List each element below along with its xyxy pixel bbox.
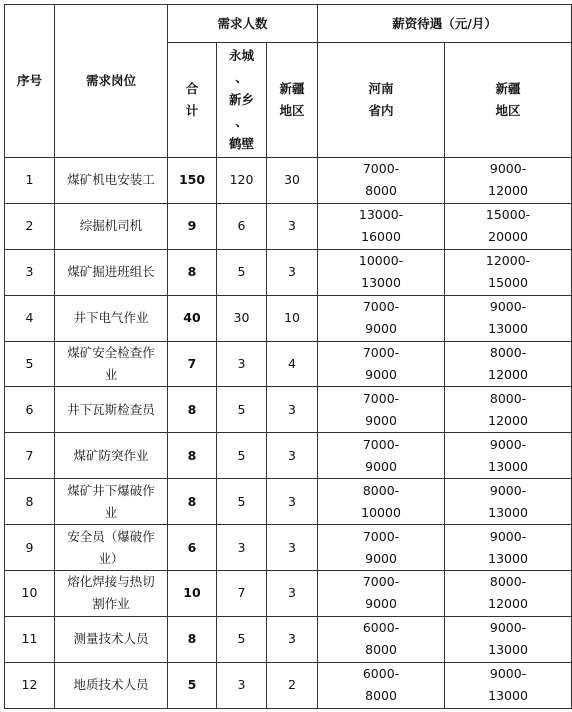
- cell-yongcheng-xinxiang-hebi: 5: [217, 479, 267, 525]
- table-row: [5, 158, 572, 204]
- cell-position: 地质技术人员: [55, 662, 168, 708]
- cell-xinjiang-salary: 9000- 13000: [445, 616, 572, 662]
- cell-xinjiang-demand: 3: [267, 616, 318, 662]
- cell-xinjiang-salary: 8000- 12000: [445, 571, 572, 617]
- cell-position: 煤矿机电安装工: [55, 158, 168, 204]
- cell-seq: 5: [5, 341, 55, 387]
- cell-xinjiang-demand: 3: [267, 203, 318, 249]
- cell-henan-salary: 7000- 9000: [318, 571, 445, 617]
- cell-position: 煤矿安全检查作 业: [55, 341, 168, 387]
- cell-henan-salary: 7000- 9000: [318, 295, 445, 341]
- cell-xinjiang-demand: 10: [267, 295, 318, 341]
- table-row: [5, 203, 572, 249]
- table-body: [5, 158, 572, 709]
- table-row: [5, 525, 572, 571]
- cell-seq: 3: [5, 249, 55, 295]
- table-row: [5, 341, 572, 387]
- cell-position: 安全员（爆破作 业）: [55, 525, 168, 571]
- cell-xinjiang-demand: 3: [267, 433, 318, 479]
- cell-xinjiang-salary: 9000- 13000: [445, 525, 572, 571]
- cell-xinjiang-salary: 9000- 13000: [445, 433, 572, 479]
- cell-henan-salary: 8000- 10000: [318, 479, 445, 525]
- cell-seq: 9: [5, 525, 55, 571]
- cell-seq: 4: [5, 295, 55, 341]
- cell-seq: 11: [5, 616, 55, 662]
- cell-henan-salary: 7000- 9000: [318, 341, 445, 387]
- cell-seq: 12: [5, 662, 55, 708]
- header-yongcheng-xinxiang-hebi: 永城 、 新乡 、 鹤壁: [217, 43, 267, 158]
- cell-position: 测量技术人员: [55, 616, 168, 662]
- cell-position: 煤矿掘进班组长: [55, 249, 168, 295]
- cell-henan-salary: 10000- 13000: [318, 249, 445, 295]
- table-row: [5, 616, 572, 662]
- cell-xinjiang-demand: 4: [267, 341, 318, 387]
- cell-position: 井下瓦斯检查员: [55, 387, 168, 433]
- cell-position: 熔化焊接与热切 割作业: [55, 571, 168, 617]
- table-row: [5, 571, 572, 617]
- cell-position: 煤矿井下爆破作 业: [55, 479, 168, 525]
- cell-henan-salary: 6000- 8000: [318, 662, 445, 708]
- cell-yongcheng-xinxiang-hebi: 6: [217, 203, 267, 249]
- header-total: 合 计: [168, 43, 217, 158]
- cell-seq: 10: [5, 571, 55, 617]
- cell-henan-salary: 7000- 8000: [318, 158, 445, 204]
- cell-yongcheng-xinxiang-hebi: 7: [217, 571, 267, 617]
- cell-xinjiang-salary: 8000- 12000: [445, 341, 572, 387]
- cell-xinjiang-salary: 8000- 12000: [445, 387, 572, 433]
- cell-total: 8: [168, 433, 217, 479]
- cell-xinjiang-demand: 30: [267, 158, 318, 204]
- cell-total: 40: [168, 295, 217, 341]
- header-xinjiang-salary: 新疆 地区: [445, 43, 572, 158]
- header-henan-salary: 河南 省内: [318, 43, 445, 158]
- cell-total: 10: [168, 571, 217, 617]
- cell-yongcheng-xinxiang-hebi: 3: [217, 662, 267, 708]
- cell-xinjiang-salary: 9000- 12000: [445, 158, 572, 204]
- cell-seq: 2: [5, 203, 55, 249]
- cell-yongcheng-xinxiang-hebi: 5: [217, 616, 267, 662]
- cell-xinjiang-demand: 3: [267, 571, 318, 617]
- cell-yongcheng-xinxiang-hebi: 5: [217, 249, 267, 295]
- cell-total: 8: [168, 616, 217, 662]
- table-row: [5, 387, 572, 433]
- cell-yongcheng-xinxiang-hebi: 30: [217, 295, 267, 341]
- cell-henan-salary: 13000- 16000: [318, 203, 445, 249]
- cell-henan-salary: 6000- 8000: [318, 616, 445, 662]
- table-row: [5, 662, 572, 708]
- cell-position: 煤矿防突作业: [55, 433, 168, 479]
- header-seq: 序号: [5, 5, 55, 158]
- cell-seq: 8: [5, 479, 55, 525]
- cell-total: 8: [168, 249, 217, 295]
- cell-total: 8: [168, 479, 217, 525]
- cell-yongcheng-xinxiang-hebi: 5: [217, 433, 267, 479]
- cell-position: 综掘机司机: [55, 203, 168, 249]
- header-position: 需求岗位: [55, 5, 168, 158]
- table-row: [5, 479, 572, 525]
- cell-position: 井下电气作业: [55, 295, 168, 341]
- header-xinjiang-demand: 新疆 地区: [267, 43, 318, 158]
- cell-total: 8: [168, 387, 217, 433]
- cell-henan-salary: 7000- 9000: [318, 433, 445, 479]
- cell-seq: 7: [5, 433, 55, 479]
- cell-yongcheng-xinxiang-hebi: 120: [217, 158, 267, 204]
- cell-total: 5: [168, 662, 217, 708]
- table-row: [5, 249, 572, 295]
- cell-xinjiang-demand: 2: [267, 662, 318, 708]
- cell-yongcheng-xinxiang-hebi: 5: [217, 387, 267, 433]
- cell-xinjiang-demand: 3: [267, 479, 318, 525]
- cell-xinjiang-salary: 12000- 15000: [445, 249, 572, 295]
- cell-total: 7: [168, 341, 217, 387]
- cell-seq: 1: [5, 158, 55, 204]
- cell-henan-salary: 7000- 9000: [318, 387, 445, 433]
- cell-xinjiang-demand: 3: [267, 387, 318, 433]
- cell-seq: 6: [5, 387, 55, 433]
- cell-yongcheng-xinxiang-hebi: 3: [217, 341, 267, 387]
- table-row: [5, 295, 572, 341]
- table-row: [5, 433, 572, 479]
- cell-xinjiang-demand: 3: [267, 249, 318, 295]
- cell-yongcheng-xinxiang-hebi: 3: [217, 525, 267, 571]
- header-demand-group: 需求人数: [168, 5, 318, 43]
- cell-total: 6: [168, 525, 217, 571]
- header-salary-group: 薪资待遇（元/月）: [318, 5, 572, 43]
- cell-xinjiang-salary: 9000- 13000: [445, 295, 572, 341]
- cell-total: 150: [168, 158, 217, 204]
- cell-henan-salary: 7000- 9000: [318, 525, 445, 571]
- cell-xinjiang-salary: 9000- 13000: [445, 662, 572, 708]
- recruitment-table: [4, 4, 572, 709]
- cell-xinjiang-salary: 15000- 20000: [445, 203, 572, 249]
- cell-xinjiang-demand: 3: [267, 525, 318, 571]
- cell-total: 9: [168, 203, 217, 249]
- cell-xinjiang-salary: 9000- 13000: [445, 479, 572, 525]
